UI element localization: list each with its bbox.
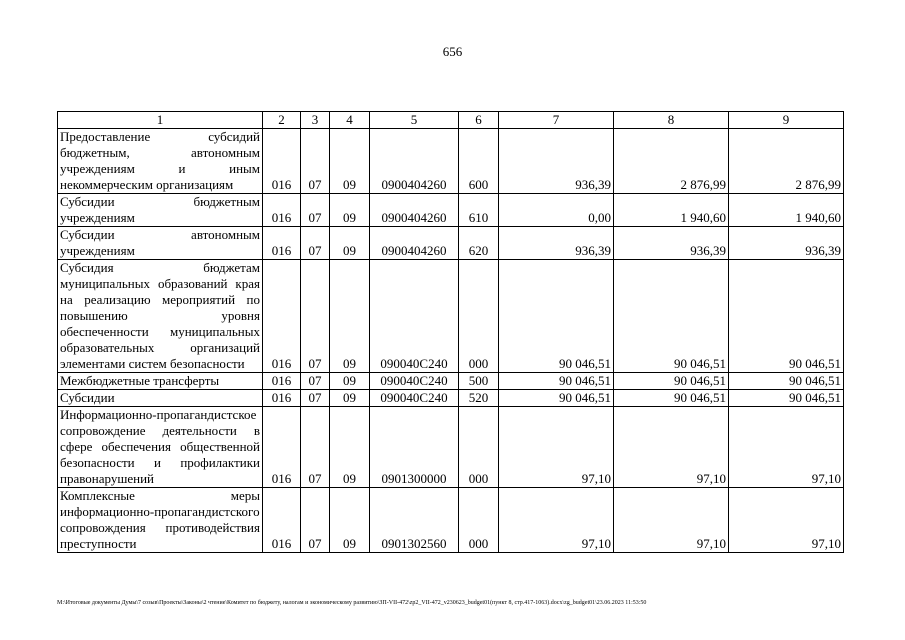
- amount-cell: 90 046,51: [729, 390, 844, 407]
- target-article-cell: 0900404260: [370, 227, 459, 260]
- section-cell: 07: [301, 194, 330, 227]
- expense-type-cell: 600: [459, 129, 499, 194]
- row-name-cell: Комплексные меры информационно-пропагандистского сопровождения противодействия преступности: [58, 488, 263, 553]
- amount-cell: 936,39: [499, 129, 614, 194]
- table-row: [58, 227, 844, 260]
- subsection-cell: 09: [330, 227, 370, 260]
- amount-cell: 2 876,99: [729, 129, 844, 194]
- header-cell: 5: [370, 112, 459, 129]
- row-name-cell: Субсидия бюджетам муниципальных образований края на реализацию мероприятий по повышению уровня обеспеченности муниципальных образовательных организаций элементами систем безопасности: [58, 260, 263, 373]
- ministry-code-cell: 016: [263, 194, 301, 227]
- table-row: [58, 260, 844, 373]
- section-cell: 07: [301, 390, 330, 407]
- section-cell: 07: [301, 129, 330, 194]
- subsection-cell: 09: [330, 260, 370, 373]
- subsection-cell: 09: [330, 129, 370, 194]
- ministry-code-cell: 016: [263, 488, 301, 553]
- expense-type-cell: 500: [459, 373, 499, 390]
- amount-cell: 936,39: [729, 227, 844, 260]
- amount-cell: 90 046,51: [614, 373, 729, 390]
- amount-cell: 97,10: [499, 407, 614, 488]
- ministry-code-cell: 016: [263, 373, 301, 390]
- document-path-footer: М:\Итоговые документы Думы\7 созыв\Проекты\Законы\2 чтение\Комитет по бюджету, налогам и экономическому развитию\ЗП-VII-472\zp2_VII-472_v230623_budget01(пункт 8, стр.417-1063).docx\zg_budget01\23.06.2023 11:53:50: [57, 600, 647, 606]
- amount-cell: 97,10: [614, 407, 729, 488]
- ministry-code-cell: 016: [263, 227, 301, 260]
- table-row: [58, 488, 844, 553]
- section-cell: 07: [301, 488, 330, 553]
- target-article-cell: 0901302560: [370, 488, 459, 553]
- header-cell: 3: [301, 112, 330, 129]
- row-name-cell: Субсидии автономным учреждениям: [58, 227, 263, 260]
- table-row: [58, 407, 844, 488]
- amount-cell: 936,39: [499, 227, 614, 260]
- expense-type-cell: 000: [459, 260, 499, 373]
- budget-table: [57, 111, 844, 553]
- ministry-code-cell: 016: [263, 260, 301, 373]
- table-row: [58, 390, 844, 407]
- amount-cell: 1 940,60: [614, 194, 729, 227]
- row-name-cell: Субсидии бюджетным учреждениям: [58, 194, 263, 227]
- section-cell: 07: [301, 260, 330, 373]
- section-cell: 07: [301, 407, 330, 488]
- target-article-cell: 090040С240: [370, 390, 459, 407]
- subsection-cell: 09: [330, 194, 370, 227]
- subsection-cell: 09: [330, 373, 370, 390]
- amount-cell: 90 046,51: [729, 260, 844, 373]
- amount-cell: 97,10: [499, 488, 614, 553]
- subsection-cell: 09: [330, 488, 370, 553]
- table-header-row: [58, 112, 844, 129]
- amount-cell: 90 046,51: [614, 390, 729, 407]
- header-cell: 7: [499, 112, 614, 129]
- ministry-code-cell: 016: [263, 129, 301, 194]
- expense-type-cell: 610: [459, 194, 499, 227]
- amount-cell: 0,00: [499, 194, 614, 227]
- target-article-cell: 090040С240: [370, 260, 459, 373]
- header-cell: 1: [58, 112, 263, 129]
- header-cell: 6: [459, 112, 499, 129]
- target-article-cell: 0900404260: [370, 194, 459, 227]
- section-cell: 07: [301, 227, 330, 260]
- subsection-cell: 09: [330, 390, 370, 407]
- expense-type-cell: 520: [459, 390, 499, 407]
- amount-cell: 90 046,51: [499, 373, 614, 390]
- row-name-cell: Информационно-пропагандистское сопровождение деятельности в сфере обеспечения общественной безопасности и профилактики правонарушений: [58, 407, 263, 488]
- ministry-code-cell: 016: [263, 407, 301, 488]
- row-name-cell: Субсидии: [58, 390, 263, 407]
- header-cell: 4: [330, 112, 370, 129]
- section-cell: 07: [301, 373, 330, 390]
- target-article-cell: 0900404260: [370, 129, 459, 194]
- target-article-cell: 090040С240: [370, 373, 459, 390]
- subsection-cell: 09: [330, 407, 370, 488]
- row-name-cell: Предоставление субсидий бюджетным, автономным учреждениям и иным некоммерческим организациям: [58, 129, 263, 194]
- amount-cell: 1 940,60: [729, 194, 844, 227]
- ministry-code-cell: 016: [263, 390, 301, 407]
- table-row: [58, 129, 844, 194]
- amount-cell: 90 046,51: [499, 260, 614, 373]
- amount-cell: 97,10: [614, 488, 729, 553]
- table-row: [58, 373, 844, 390]
- amount-cell: 2 876,99: [614, 129, 729, 194]
- amount-cell: 90 046,51: [614, 260, 729, 373]
- amount-cell: 90 046,51: [499, 390, 614, 407]
- target-article-cell: 0901300000: [370, 407, 459, 488]
- amount-cell: 97,10: [729, 488, 844, 553]
- amount-cell: 97,10: [729, 407, 844, 488]
- amount-cell: 90 046,51: [729, 373, 844, 390]
- header-cell: 8: [614, 112, 729, 129]
- expense-type-cell: 000: [459, 407, 499, 488]
- row-name-cell: Межбюджетные трансферты: [58, 373, 263, 390]
- header-cell: 9: [729, 112, 844, 129]
- page-number: 656: [442, 44, 463, 59]
- expense-type-cell: 000: [459, 488, 499, 553]
- expense-type-cell: 620: [459, 227, 499, 260]
- header-cell: 2: [263, 112, 301, 129]
- amount-cell: 936,39: [614, 227, 729, 260]
- table-row: [58, 194, 844, 227]
